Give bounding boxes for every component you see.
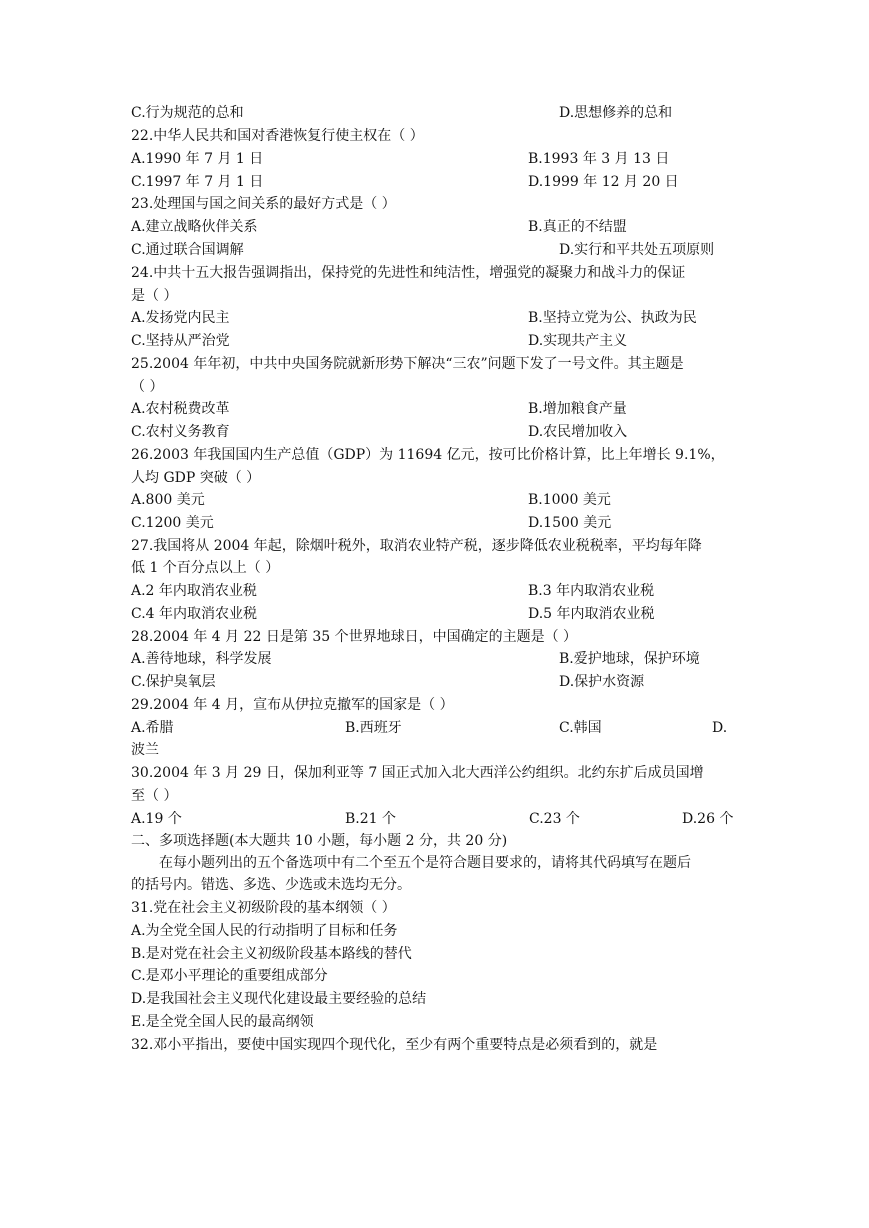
- q30-option-b: B.21 个: [345, 811, 397, 827]
- q30-option-c: C.23 个: [529, 811, 580, 827]
- q27-stem: 27.我国将从 2004 年起，除烟叶税外，取消农业特产税，逐步降低农业税税率，平均每年降: [131, 538, 702, 554]
- q30-stem-cont: 至（ ）: [131, 788, 178, 804]
- q23-stem: 23.处理国与国之间关系的最好方式是（ ）: [131, 196, 396, 212]
- q22-option-d: D.1999 年 12 月 20 日: [528, 174, 679, 190]
- q30-option-d: D.26 个: [682, 811, 734, 827]
- q29-option-a: A.希腊: [131, 720, 174, 736]
- q29-option-c: C.韩国: [559, 720, 602, 736]
- q31-stem: 31.党在社会主义初级阶段的基本纲领（ ）: [131, 900, 396, 916]
- q30-stem: 30.2004 年 3 月 29 日，保加利亚等 7 国正式加入北大西洋公约组织。北约东扩后成员国增: [131, 765, 704, 781]
- q31-option-e: E.是全党全国人民的最高纲领: [131, 1014, 314, 1030]
- section-two-instructions: 在每小题列出的五个备选项中有二个至五个是符合题目要求的，请将其代码填写在题后: [159, 855, 691, 871]
- q22-option-b: B.1993 年 3 月 13 日: [528, 151, 670, 167]
- q27-option-b: B.3 年内取消农业税: [528, 583, 655, 599]
- section-two-instructions-cont: 的括号内。错选、多选、少选或未选均无分。: [131, 877, 411, 893]
- q29-option-d-cont: 波兰: [131, 742, 159, 758]
- q23-option-c: C.通过联合国调解: [131, 242, 244, 258]
- q29-option-b: B.西班牙: [345, 720, 402, 736]
- q24-option-a: A.发扬党内民主: [131, 310, 230, 326]
- q25-option-a: A.农村税费改革: [131, 401, 230, 417]
- q22-stem: 22.中华人民共和国对香港恢复行使主权在（ ）: [131, 128, 424, 144]
- q28-option-b: B.爱护地球，保护环境: [559, 651, 700, 667]
- q24-option-b: B.坚持立党为公、执政为民: [528, 310, 697, 326]
- q29-stem: 29.2004 年 4 月，宣布从伊拉克撤军的国家是（ ）: [131, 697, 454, 713]
- q26-stem-cont: 人均 GDP 突破（ ）: [131, 470, 261, 486]
- q24-option-c: C.坚持从严治党: [131, 333, 230, 349]
- section-two-heading: 二、多项选择题(本大题共 10 小题，每小题 2 分，共 20 分): [131, 833, 508, 849]
- q24-stem: 24.中共十五大报告强调指出，保持党的先进性和纯洁性，增强党的凝聚力和战斗力的保证: [131, 265, 686, 281]
- q23-option-d: D.实行和平共处五项原则: [559, 242, 715, 258]
- q25-stem: 25.2004 年年初，中共中央国务院就新形势下解决“三农”问题下发了一号文件。其主题是: [131, 356, 684, 372]
- q27-option-c: C.4 年内取消农业税: [131, 606, 258, 622]
- q29-option-d: D.: [712, 720, 728, 736]
- q27-option-d: D.5 年内取消农业税: [528, 606, 655, 622]
- q31-option-c: C.是邓小平理论的重要组成部分: [131, 968, 328, 984]
- q25-option-c: C.农村义务教育: [131, 424, 230, 440]
- q31-option-d: D.是我国社会主义现代化建设最主要经验的总结: [131, 991, 427, 1007]
- q21-option-c: C.行为规范的总和: [131, 105, 244, 121]
- q25-stem-cont: （ ）: [131, 379, 164, 395]
- q22-option-c: C.1997 年 7 月 1 日: [131, 174, 264, 190]
- q28-option-d: D.保护水资源: [559, 674, 645, 690]
- q23-option-a: A.建立战略伙伴关系: [131, 219, 258, 235]
- q25-option-b: B.增加粮食产量: [528, 401, 627, 417]
- q26-option-b: B.1000 美元: [528, 492, 611, 508]
- q28-option-a: A.善待地球，科学发展: [131, 651, 272, 667]
- q21-option-d: D.思想修养的总和: [559, 105, 673, 121]
- q31-option-b: B.是对党在社会主义初级阶段基本路线的替代: [131, 946, 412, 962]
- q28-option-c: C.保护臭氧层: [131, 674, 216, 690]
- q27-stem-cont: 低 1 个百分点以上（ ）: [131, 560, 280, 576]
- q31-option-a: A.为全党全国人民的行动指明了目标和任务: [131, 923, 398, 939]
- q26-option-c: C.1200 美元: [131, 515, 214, 531]
- q32-stem: 32.邓小平指出，要使中国实现四个现代化，至少有两个重要特点是必须看到的，就是: [131, 1037, 658, 1053]
- q23-option-b: B.真正的不结盟: [528, 219, 627, 235]
- q24-option-d: D.实现共产主义: [528, 333, 628, 349]
- q24-stem-cont: 是（ ）: [131, 288, 178, 304]
- q25-option-d: D.农民增加收入: [528, 424, 628, 440]
- q26-option-a: A.800 美元: [131, 492, 205, 508]
- q30-option-a: A.19 个: [131, 811, 182, 827]
- q22-option-a: A.1990 年 7 月 1 日: [131, 151, 264, 167]
- q27-option-a: A.2 年内取消农业税: [131, 583, 257, 599]
- q26-option-d: D.1500 美元: [528, 515, 612, 531]
- q28-stem: 28.2004 年 4 月 22 日是第 35 个世界地球日，中国确定的主题是（ ）: [131, 629, 578, 645]
- q26-stem: 26.2003 年我国国内生产总值（GDP）为 11694 亿元，按可比价格计算，比上年增长 9.1%，: [131, 447, 725, 463]
